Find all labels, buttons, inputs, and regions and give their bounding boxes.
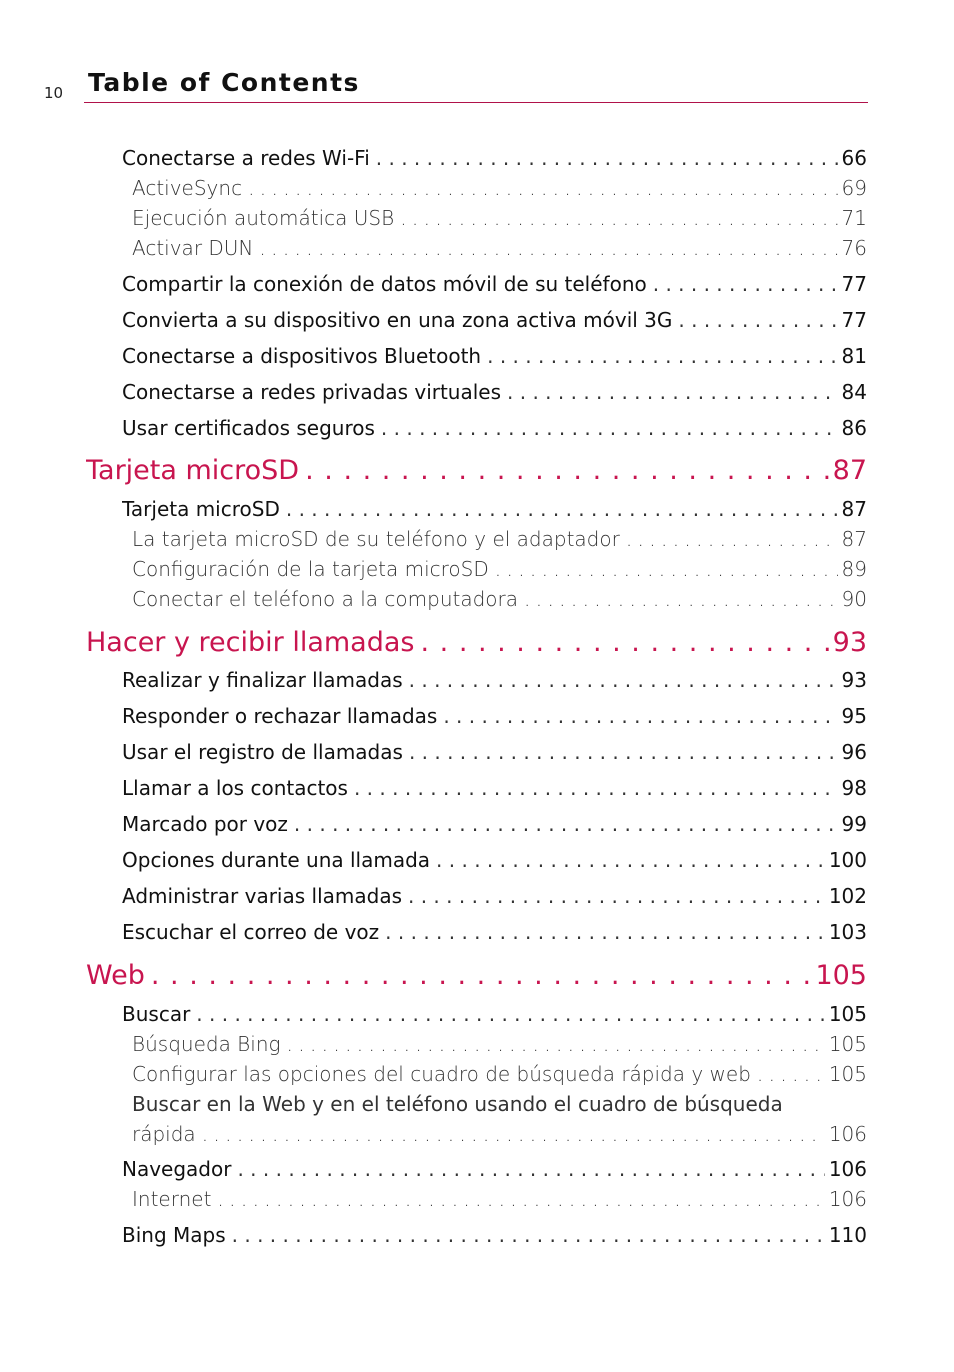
- toc-entry-page: 103: [828, 920, 867, 944]
- toc-entry-label: rápida: [132, 1122, 196, 1146]
- toc-entry-page: 90: [841, 587, 867, 611]
- leader-dots: [286, 497, 838, 521]
- toc-entry-label: Configurar las opciones del cuadro de búsqueda rápida y web: [132, 1062, 751, 1086]
- toc-entry-label: Usar certificados seguros: [122, 416, 375, 440]
- toc-entry[interactable]: [122, 848, 867, 872]
- leader-dots: [409, 668, 838, 692]
- toc-section-heading[interactable]: [86, 627, 867, 658]
- toc-entry[interactable]: [122, 344, 867, 368]
- toc-entry[interactable]: [122, 776, 867, 800]
- toc-entry-page: 77: [841, 308, 867, 332]
- leader-dots: [376, 146, 838, 170]
- toc-entry-page: 100: [828, 848, 867, 872]
- toc-entry[interactable]: [122, 380, 867, 404]
- leader-dots: [217, 1187, 824, 1211]
- header-divider: [84, 102, 868, 103]
- leader-dots: [385, 920, 825, 944]
- leader-dots: [443, 704, 837, 728]
- toc-entry-label: Tarjeta microSD: [86, 455, 300, 486]
- leader-dots: [354, 776, 838, 800]
- toc-entry-label: Navegador: [122, 1157, 232, 1181]
- toc-entry-page: 105: [828, 1002, 867, 1026]
- toc-entry-label: La tarjeta microSD de su teléfono y el adaptador: [132, 527, 620, 551]
- toc-entry-label: Conectarse a redes privadas virtuales: [122, 380, 502, 404]
- page-number: 10: [44, 84, 64, 102]
- toc-entry-page: 110: [828, 1223, 867, 1247]
- toc-section-heading[interactable]: [86, 455, 867, 486]
- toc-entry-label: Administrar varias llamadas: [122, 884, 402, 908]
- toc-entry-label: Ejecución automática USB: [132, 206, 395, 230]
- toc-entry-wrapped-line[interactable]: Buscar en la Web y en el teléfono usando el cuadro de búsqueda: [132, 1092, 783, 1116]
- toc-entry-page: 102: [828, 884, 867, 908]
- toc-entry[interactable]: [132, 1062, 867, 1086]
- toc-entry-page: 99: [841, 812, 867, 836]
- leader-dots: [409, 740, 838, 764]
- toc-entry-page: 93: [841, 668, 867, 692]
- toc-entry[interactable]: [132, 1122, 867, 1146]
- leader-dots: [487, 344, 837, 368]
- toc-entry[interactable]: [122, 1157, 867, 1181]
- toc-entry-page: 98: [841, 776, 867, 800]
- toc-entry-page: 86: [841, 416, 867, 440]
- toc-entry[interactable]: [132, 1032, 867, 1056]
- toc-entry-label: Buscar: [122, 1002, 191, 1026]
- toc-entry[interactable]: [122, 740, 867, 764]
- toc-entry-page: 106: [828, 1122, 867, 1146]
- toc-entry-label: Tarjeta microSD: [122, 497, 280, 521]
- leader-dots: [248, 176, 837, 200]
- toc-entry-label: Llamar a los contactos: [122, 776, 348, 800]
- leader-dots: [678, 308, 837, 332]
- toc-entry-page: 69: [841, 176, 867, 200]
- toc-entry-page: 89: [841, 557, 867, 581]
- toc-entry[interactable]: [122, 704, 867, 728]
- toc-entry[interactable]: [122, 272, 867, 296]
- page-title: Table of Contents: [88, 68, 360, 97]
- toc-entry-label: Conectarse a dispositivos Bluetooth: [122, 344, 482, 368]
- leader-dots: [305, 455, 829, 486]
- toc-entry-page: 93: [832, 627, 867, 658]
- toc-entry-page: 105: [828, 1032, 867, 1056]
- toc-entry-page: 105: [828, 1062, 867, 1086]
- toc-entry-page: 87: [832, 455, 867, 486]
- toc-entry[interactable]: [132, 1187, 867, 1211]
- leader-dots: [294, 812, 838, 836]
- toc-entry[interactable]: [122, 812, 867, 836]
- toc-entry[interactable]: [132, 236, 867, 260]
- toc-entry-page: 105: [815, 960, 867, 991]
- toc-entry[interactable]: [122, 497, 867, 521]
- leader-dots: [400, 206, 837, 230]
- leader-dots: [202, 1122, 825, 1146]
- toc-entry-label: Web: [86, 960, 145, 991]
- toc-entry-page: 76: [841, 236, 867, 260]
- toc-entry-label: Realizar y finalizar llamadas: [122, 668, 403, 692]
- leader-dots: [436, 848, 825, 872]
- toc-entry-label: Activar DUN: [132, 236, 254, 260]
- toc-entry-label: Conectar el teléfono a la computadora: [132, 587, 519, 611]
- leader-dots: [259, 236, 837, 260]
- toc-entry-label: Hacer y recibir llamadas: [86, 627, 415, 658]
- toc-entry[interactable]: [132, 557, 867, 581]
- toc-entry-label: ActiveSync: [132, 176, 243, 200]
- toc-entry-page: 87: [841, 527, 867, 551]
- leader-dots: [495, 557, 838, 581]
- toc-entry-label: Compartir la conexión de datos móvil de su teléfono: [122, 272, 647, 296]
- leader-dots: [524, 587, 838, 611]
- toc-entry[interactable]: [122, 1223, 867, 1247]
- toc-entry-label: Conectarse a redes Wi-Fi: [122, 146, 370, 170]
- toc-entry[interactable]: [122, 146, 867, 170]
- toc-entry-page: 71: [841, 206, 867, 230]
- toc-entry-label: Usar el registro de llamadas: [122, 740, 403, 764]
- toc-entry-page: 106: [828, 1187, 867, 1211]
- toc-entry-label: Bing Maps: [122, 1223, 226, 1247]
- leader-dots: [757, 1062, 825, 1086]
- leader-dots: [626, 527, 838, 551]
- toc-entry[interactable]: [132, 587, 867, 611]
- toc-entry[interactable]: [122, 1002, 867, 1026]
- leader-dots: [653, 272, 838, 296]
- toc-entry-label: Búsqueda Bing: [132, 1032, 281, 1056]
- toc-entry-label: Responder o rechazar llamadas: [122, 704, 438, 728]
- toc-entry-page: 106: [828, 1157, 867, 1181]
- toc-entry-page: 66: [841, 146, 867, 170]
- toc-section-heading[interactable]: [86, 960, 867, 991]
- leader-dots: [287, 1032, 825, 1056]
- toc-entry[interactable]: [122, 884, 867, 908]
- toc-entry[interactable]: [122, 920, 867, 944]
- toc-entry-page: 84: [841, 380, 867, 404]
- toc-entry[interactable]: [122, 416, 867, 440]
- leader-dots: [151, 960, 812, 991]
- toc-entry[interactable]: [122, 308, 867, 332]
- toc-entry-label: Configuración de la tarjeta microSD: [132, 557, 489, 581]
- leader-dots: [420, 627, 828, 658]
- toc-entry[interactable]: [132, 527, 867, 551]
- leader-dots: [232, 1223, 825, 1247]
- toc-entry-label: Convierta a su dispositivo en una zona activa móvil 3G: [122, 308, 673, 332]
- toc-entry[interactable]: [132, 206, 867, 230]
- leader-dots: [507, 380, 838, 404]
- toc-entry-label: Opciones durante una llamada: [122, 848, 431, 872]
- toc-entry-page: 95: [841, 704, 867, 728]
- leader-dots: [237, 1157, 824, 1181]
- leader-dots: [381, 416, 838, 440]
- toc-entry-page: 77: [841, 272, 867, 296]
- toc-entry-label: Escuchar el correo de voz: [122, 920, 380, 944]
- toc-entry-label: Marcado por voz: [122, 812, 288, 836]
- toc-entry-page: 96: [841, 740, 867, 764]
- toc-entry-label: Internet: [132, 1187, 212, 1211]
- leader-dots: [196, 1002, 825, 1026]
- toc-entry[interactable]: [132, 176, 867, 200]
- toc-entry[interactable]: [122, 668, 867, 692]
- leader-dots: [408, 884, 825, 908]
- toc-entry-page: 81: [841, 344, 867, 368]
- toc-entry-page: 87: [841, 497, 867, 521]
